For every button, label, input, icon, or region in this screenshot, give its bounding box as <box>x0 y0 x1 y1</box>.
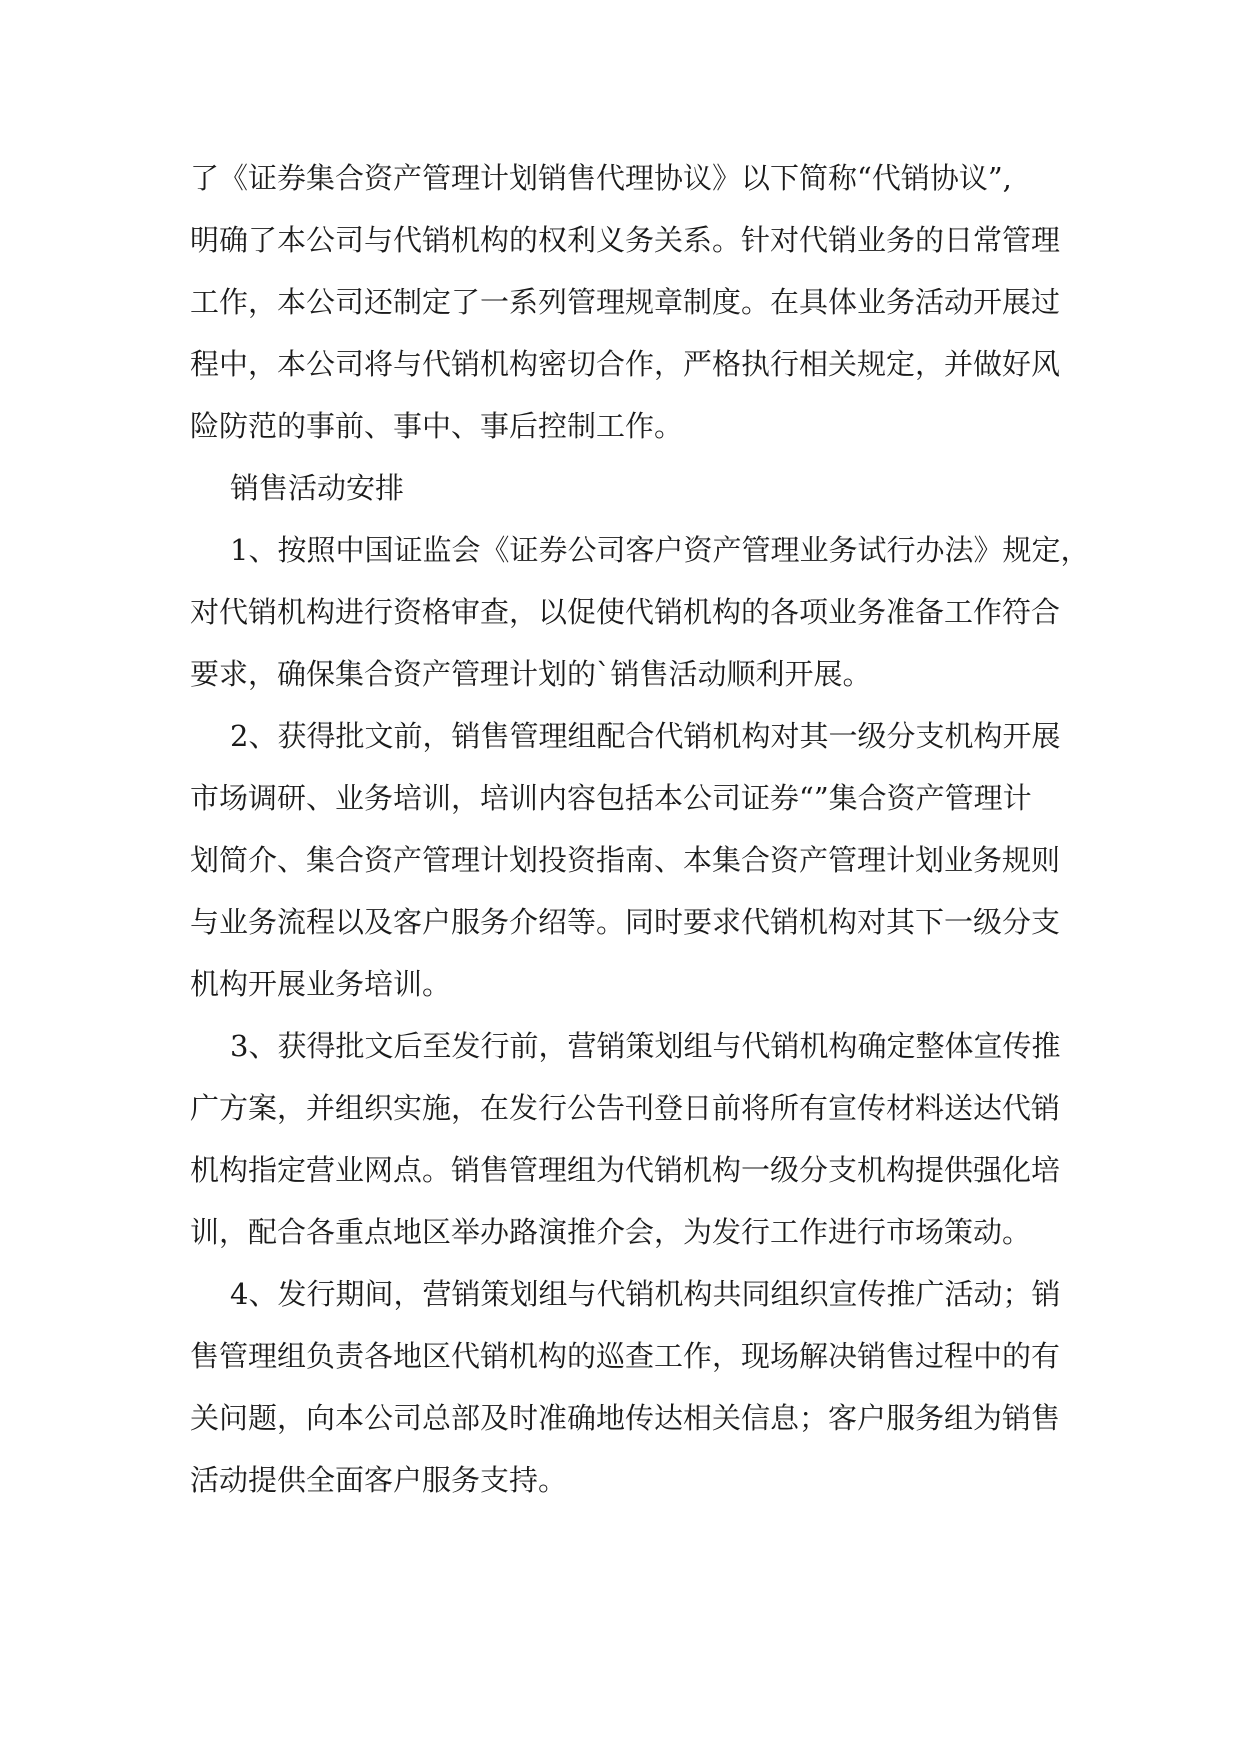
body-line: 广方案，并组织实施，在发行公告刊登日前将所有宣传材料送达代销 <box>190 1091 1061 1125</box>
body-line: 明确了本公司与代销机构的权利义务关系。针对代销业务的日常管理 <box>190 223 1061 257</box>
body-line: 要求，确保集合资产管理计划的`销售活动顺利开展。 <box>190 657 872 691</box>
body-line: 4、发行期间，营销策划组与代销机构共同组织宣传推广活动；销 <box>230 1277 1061 1311</box>
body-line: 市场调研、业务培训，培训内容包括本公司证券“”集合资产管理计 <box>190 781 1032 815</box>
body-line: 1、按照中国证监会《证券公司客户资产管理业务试行办法》规定， <box>230 533 1090 567</box>
body-line: 售管理组负责各地区代销机构的巡查工作，现场解决销售过程中的有 <box>190 1339 1061 1373</box>
body-line: 对代销机构进行资格审查，以促使代销机构的各项业务准备工作符合 <box>190 595 1061 629</box>
body-line: 程中，本公司将与代销机构密切合作，严格执行相关规定，并做好风 <box>190 347 1061 381</box>
body-line: 划简介、集合资产管理计划投资指南、本集合资产管理计划业务规则 <box>190 843 1061 877</box>
body-line: 2、获得批文前，销售管理组配合代销机构对其一级分支机构开展 <box>230 719 1061 753</box>
body-line: 3、获得批文后至发行前，营销策划组与代销机构确定整体宣传推 <box>230 1029 1061 1063</box>
body-line: 机构指定营业网点。销售管理组为代销机构一级分支机构提供强化培 <box>190 1153 1061 1187</box>
body-line: 工作，本公司还制定了一系列管理规章制度。在具体业务活动开展过 <box>190 285 1061 319</box>
body-line: 训，配合各重点地区举办路演推介会，为发行工作进行市场策动。 <box>190 1215 1032 1249</box>
body-line: 险防范的事前、事中、事后控制工作。 <box>190 409 684 443</box>
body-line: 与业务流程以及客户服务介绍等。同时要求代销机构对其下一级分支 <box>190 905 1061 939</box>
section-heading: 销售活动安排 <box>230 471 405 505</box>
body-line: 关问题，向本公司总部及时准确地传达相关信息；客户服务组为销售 <box>190 1401 1061 1435</box>
body-line: 活动提供全面客户服务支持。 <box>190 1463 568 1497</box>
body-line: 了《证券集合资产管理计划销售代理协议》以下简称“代销协议”, <box>190 161 1012 195</box>
body-line: 机构开展业务培训。 <box>190 967 452 1001</box>
